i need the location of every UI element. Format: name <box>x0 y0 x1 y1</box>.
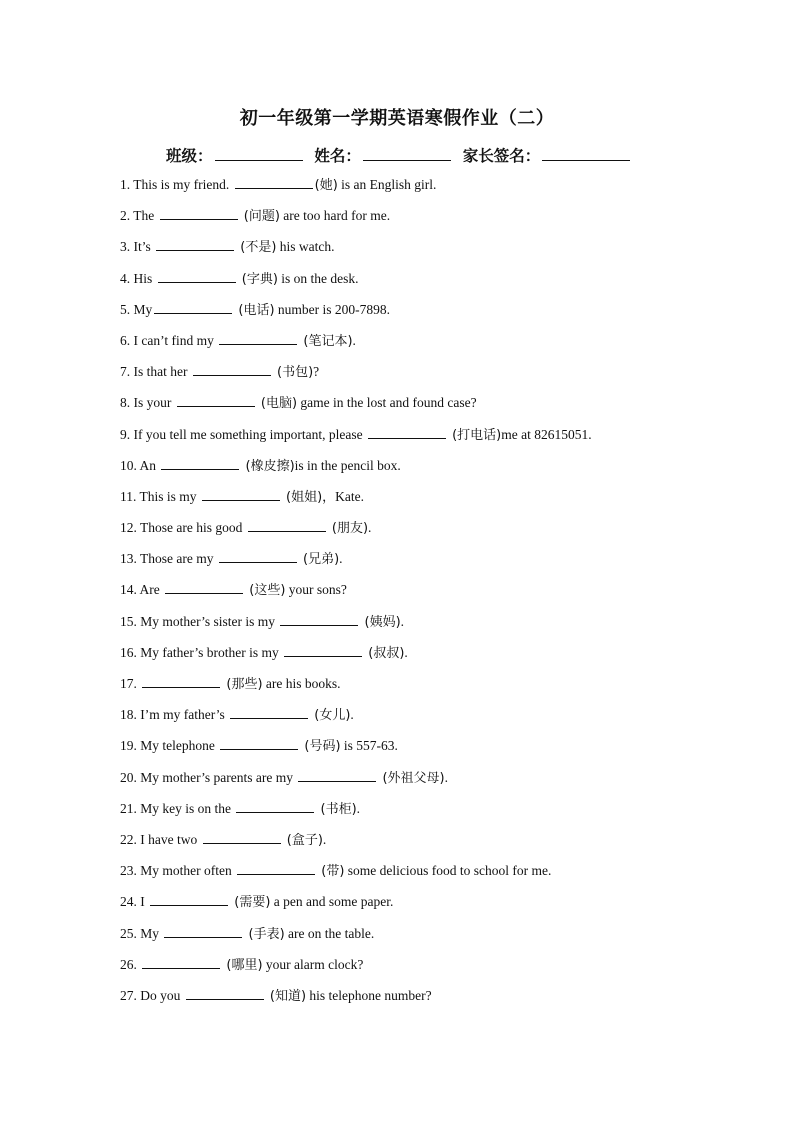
question-text-after: is an English girl. <box>337 177 437 192</box>
answer-blank[interactable] <box>186 987 264 1000</box>
answer-blank[interactable] <box>280 613 358 626</box>
chinese-hint: (带) <box>317 864 345 880</box>
chinese-hint: (不是) <box>236 240 277 256</box>
answer-blank[interactable] <box>202 488 280 501</box>
question-text-after: . <box>339 551 343 567</box>
question-text-after: his telephone number? <box>306 987 432 1003</box>
question-item <box>120 766 592 797</box>
answer-blank[interactable] <box>368 426 446 439</box>
question-text-before: 19. My telephone <box>120 738 219 754</box>
chinese-hint: (号码) <box>300 739 341 755</box>
answer-blank[interactable] <box>203 831 281 844</box>
question-text-after: some delicious food to school for me. <box>344 863 552 879</box>
parent-signature-label: 家长签名： <box>462 148 541 165</box>
question-text-after: me at 82615051. <box>501 426 592 442</box>
question-text-before: 10. An <box>120 457 160 473</box>
chinese-hint: (这些) <box>245 583 286 599</box>
answer-blank[interactable] <box>154 301 232 314</box>
question-text-after: . <box>352 332 356 348</box>
question-item <box>120 859 592 890</box>
question-text-after: game in the lost and found case? <box>297 395 477 411</box>
question-list <box>120 173 592 1015</box>
chinese-hint: (那些) <box>222 677 263 692</box>
question-text-before: 4. His <box>120 270 156 286</box>
question-text-after: is in the pencil box. <box>294 457 401 473</box>
question-text-before: 21. My key is on the <box>120 800 235 816</box>
question-text-after: your sons? <box>285 582 347 598</box>
question-text-before: 5. My <box>120 301 153 317</box>
chinese-hint: (朋友) <box>327 521 369 537</box>
question-text-after: is on the desk. <box>277 270 359 286</box>
question-item <box>120 641 592 672</box>
class-label: 班级： <box>166 148 213 165</box>
question-text-after: are too hard for me. <box>279 208 391 224</box>
question-text-before: 22. I have two <box>120 831 201 847</box>
question-text-before: 9. If you tell me something important, please <box>120 426 366 442</box>
question-text-after: are his books. <box>262 676 341 691</box>
chinese-hint: (字典) <box>237 271 278 287</box>
question-text-after: is 557-63. <box>340 738 398 754</box>
chinese-hint: (手表) <box>244 926 285 942</box>
question-text-before: 23. My mother often <box>120 863 236 879</box>
question-item <box>120 235 592 266</box>
question-text-after: your alarm clock? <box>262 956 364 972</box>
question-text-after: are on the table. <box>284 925 375 941</box>
question-item <box>120 329 592 360</box>
chinese-hint: (哪里) <box>222 957 263 973</box>
chinese-hint: (盒子) <box>282 832 323 848</box>
question-text-before: 11. This is my <box>120 488 200 504</box>
chinese-hint: (姐姐)， <box>281 489 336 505</box>
question-text-after: . <box>368 520 372 536</box>
question-item <box>120 173 592 204</box>
question-text-before: 27. Do you <box>120 987 184 1003</box>
answer-blank[interactable] <box>235 176 313 189</box>
question-text-after: . <box>404 644 408 660</box>
chinese-hint: (叔叔) <box>364 645 405 661</box>
parent-signature-blank[interactable] <box>542 146 630 161</box>
page-title: 初一年级第一学期英语寒假作业（二） <box>239 108 555 128</box>
name-blank[interactable] <box>363 146 451 161</box>
question-item <box>120 547 592 578</box>
question-item <box>120 703 592 734</box>
chinese-hint: (姨妈) <box>360 614 401 630</box>
question-item <box>120 890 592 921</box>
answer-blank[interactable] <box>164 925 242 938</box>
question-item <box>120 485 592 516</box>
question-item <box>120 298 592 329</box>
question-item <box>120 610 592 641</box>
question-text-before: 8. Is your <box>120 395 175 411</box>
question-text-after: ? <box>313 364 320 380</box>
question-item <box>120 423 592 454</box>
question-item <box>120 578 592 609</box>
answer-blank[interactable] <box>177 394 255 407</box>
answer-blank[interactable] <box>158 270 236 283</box>
question-text-before: 24. I <box>120 894 149 910</box>
answer-blank[interactable] <box>142 675 220 688</box>
answer-blank[interactable] <box>142 956 220 969</box>
question-item <box>120 984 592 1015</box>
answer-blank[interactable] <box>220 737 298 750</box>
question-item <box>120 672 592 703</box>
question-text-after: . <box>400 613 405 629</box>
question-item <box>120 828 592 859</box>
question-text-before: 7. Is that her <box>120 364 191 380</box>
question-item <box>120 953 592 984</box>
question-text-before: 20. My mother’s parents are my <box>120 769 297 785</box>
answer-blank[interactable] <box>193 363 271 376</box>
answer-blank[interactable] <box>219 550 297 563</box>
chinese-hint: (电话) <box>234 302 275 318</box>
chinese-hint: (需要) <box>230 895 271 911</box>
answer-blank[interactable] <box>236 800 314 813</box>
answer-blank[interactable] <box>230 706 308 719</box>
question-text-before: 17. <box>120 676 141 691</box>
question-text-before: 12. Those are his good <box>120 520 246 536</box>
chinese-hint: (橡皮擦) <box>241 458 295 474</box>
chinese-hint: (兄弟) <box>298 552 340 568</box>
question-text-before: 15. My mother’s sister is my <box>120 613 279 629</box>
chinese-hint: (知道) <box>265 988 307 1004</box>
question-item <box>120 267 592 298</box>
question-text-before: 1. This is my friend. <box>120 177 233 192</box>
question-text-after: . <box>350 707 354 723</box>
question-text-before: 26. <box>120 956 141 972</box>
question-text-before: 6. I can’t find my <box>120 332 218 348</box>
chinese-hint: (女儿) <box>310 708 351 724</box>
name-label: 姓名： <box>314 148 361 165</box>
question-item <box>120 391 592 422</box>
question-item <box>120 204 592 235</box>
answer-blank[interactable] <box>156 238 234 251</box>
student-info-line <box>166 144 638 166</box>
chinese-hint: (打电话) <box>447 427 502 443</box>
chinese-hint: (电脑) <box>256 396 298 412</box>
question-text-after: . <box>356 800 361 816</box>
question-item <box>120 734 592 765</box>
chinese-hint: (她) <box>314 178 338 193</box>
question-item <box>120 360 592 391</box>
chinese-hint: (笔记本) <box>299 333 353 349</box>
answer-blank[interactable] <box>160 207 238 220</box>
question-text-before: 25. My <box>120 925 163 941</box>
question-text-after: a pen and some paper. <box>270 894 394 910</box>
answer-blank[interactable] <box>219 332 297 345</box>
answer-blank[interactable] <box>161 457 239 470</box>
class-blank[interactable] <box>215 146 303 161</box>
question-item <box>120 797 592 828</box>
question-text-after: . <box>322 831 327 847</box>
answer-blank[interactable] <box>165 581 243 594</box>
question-text-before: 16. My father’s brother is my <box>120 644 283 660</box>
answer-blank[interactable] <box>237 862 315 875</box>
question-text-before: 18. I’m my father’s <box>120 707 229 723</box>
question-text-after: number is 200-7898. <box>274 301 391 317</box>
question-text-before: 3. It’s <box>120 239 155 255</box>
question-item <box>120 454 592 485</box>
chinese-hint: (问题) <box>239 209 280 225</box>
question-item <box>120 516 592 547</box>
answer-blank[interactable] <box>284 644 362 657</box>
question-text-after: . <box>444 769 448 785</box>
question-text-before: 14. Are <box>120 582 164 598</box>
question-text-before: 2. The <box>120 208 158 224</box>
question-item <box>120 922 592 953</box>
question-text-before: 13. Those are my <box>120 551 217 567</box>
answer-blank[interactable] <box>248 519 326 532</box>
question-text-after: his watch. <box>276 239 335 255</box>
chinese-hint: (书包) <box>272 365 314 381</box>
chinese-hint: (外祖父母) <box>378 770 445 786</box>
answer-blank[interactable] <box>150 893 228 906</box>
question-text-after: Kate. <box>335 488 365 504</box>
answer-blank[interactable] <box>298 769 376 782</box>
chinese-hint: (书柜) <box>316 801 357 817</box>
